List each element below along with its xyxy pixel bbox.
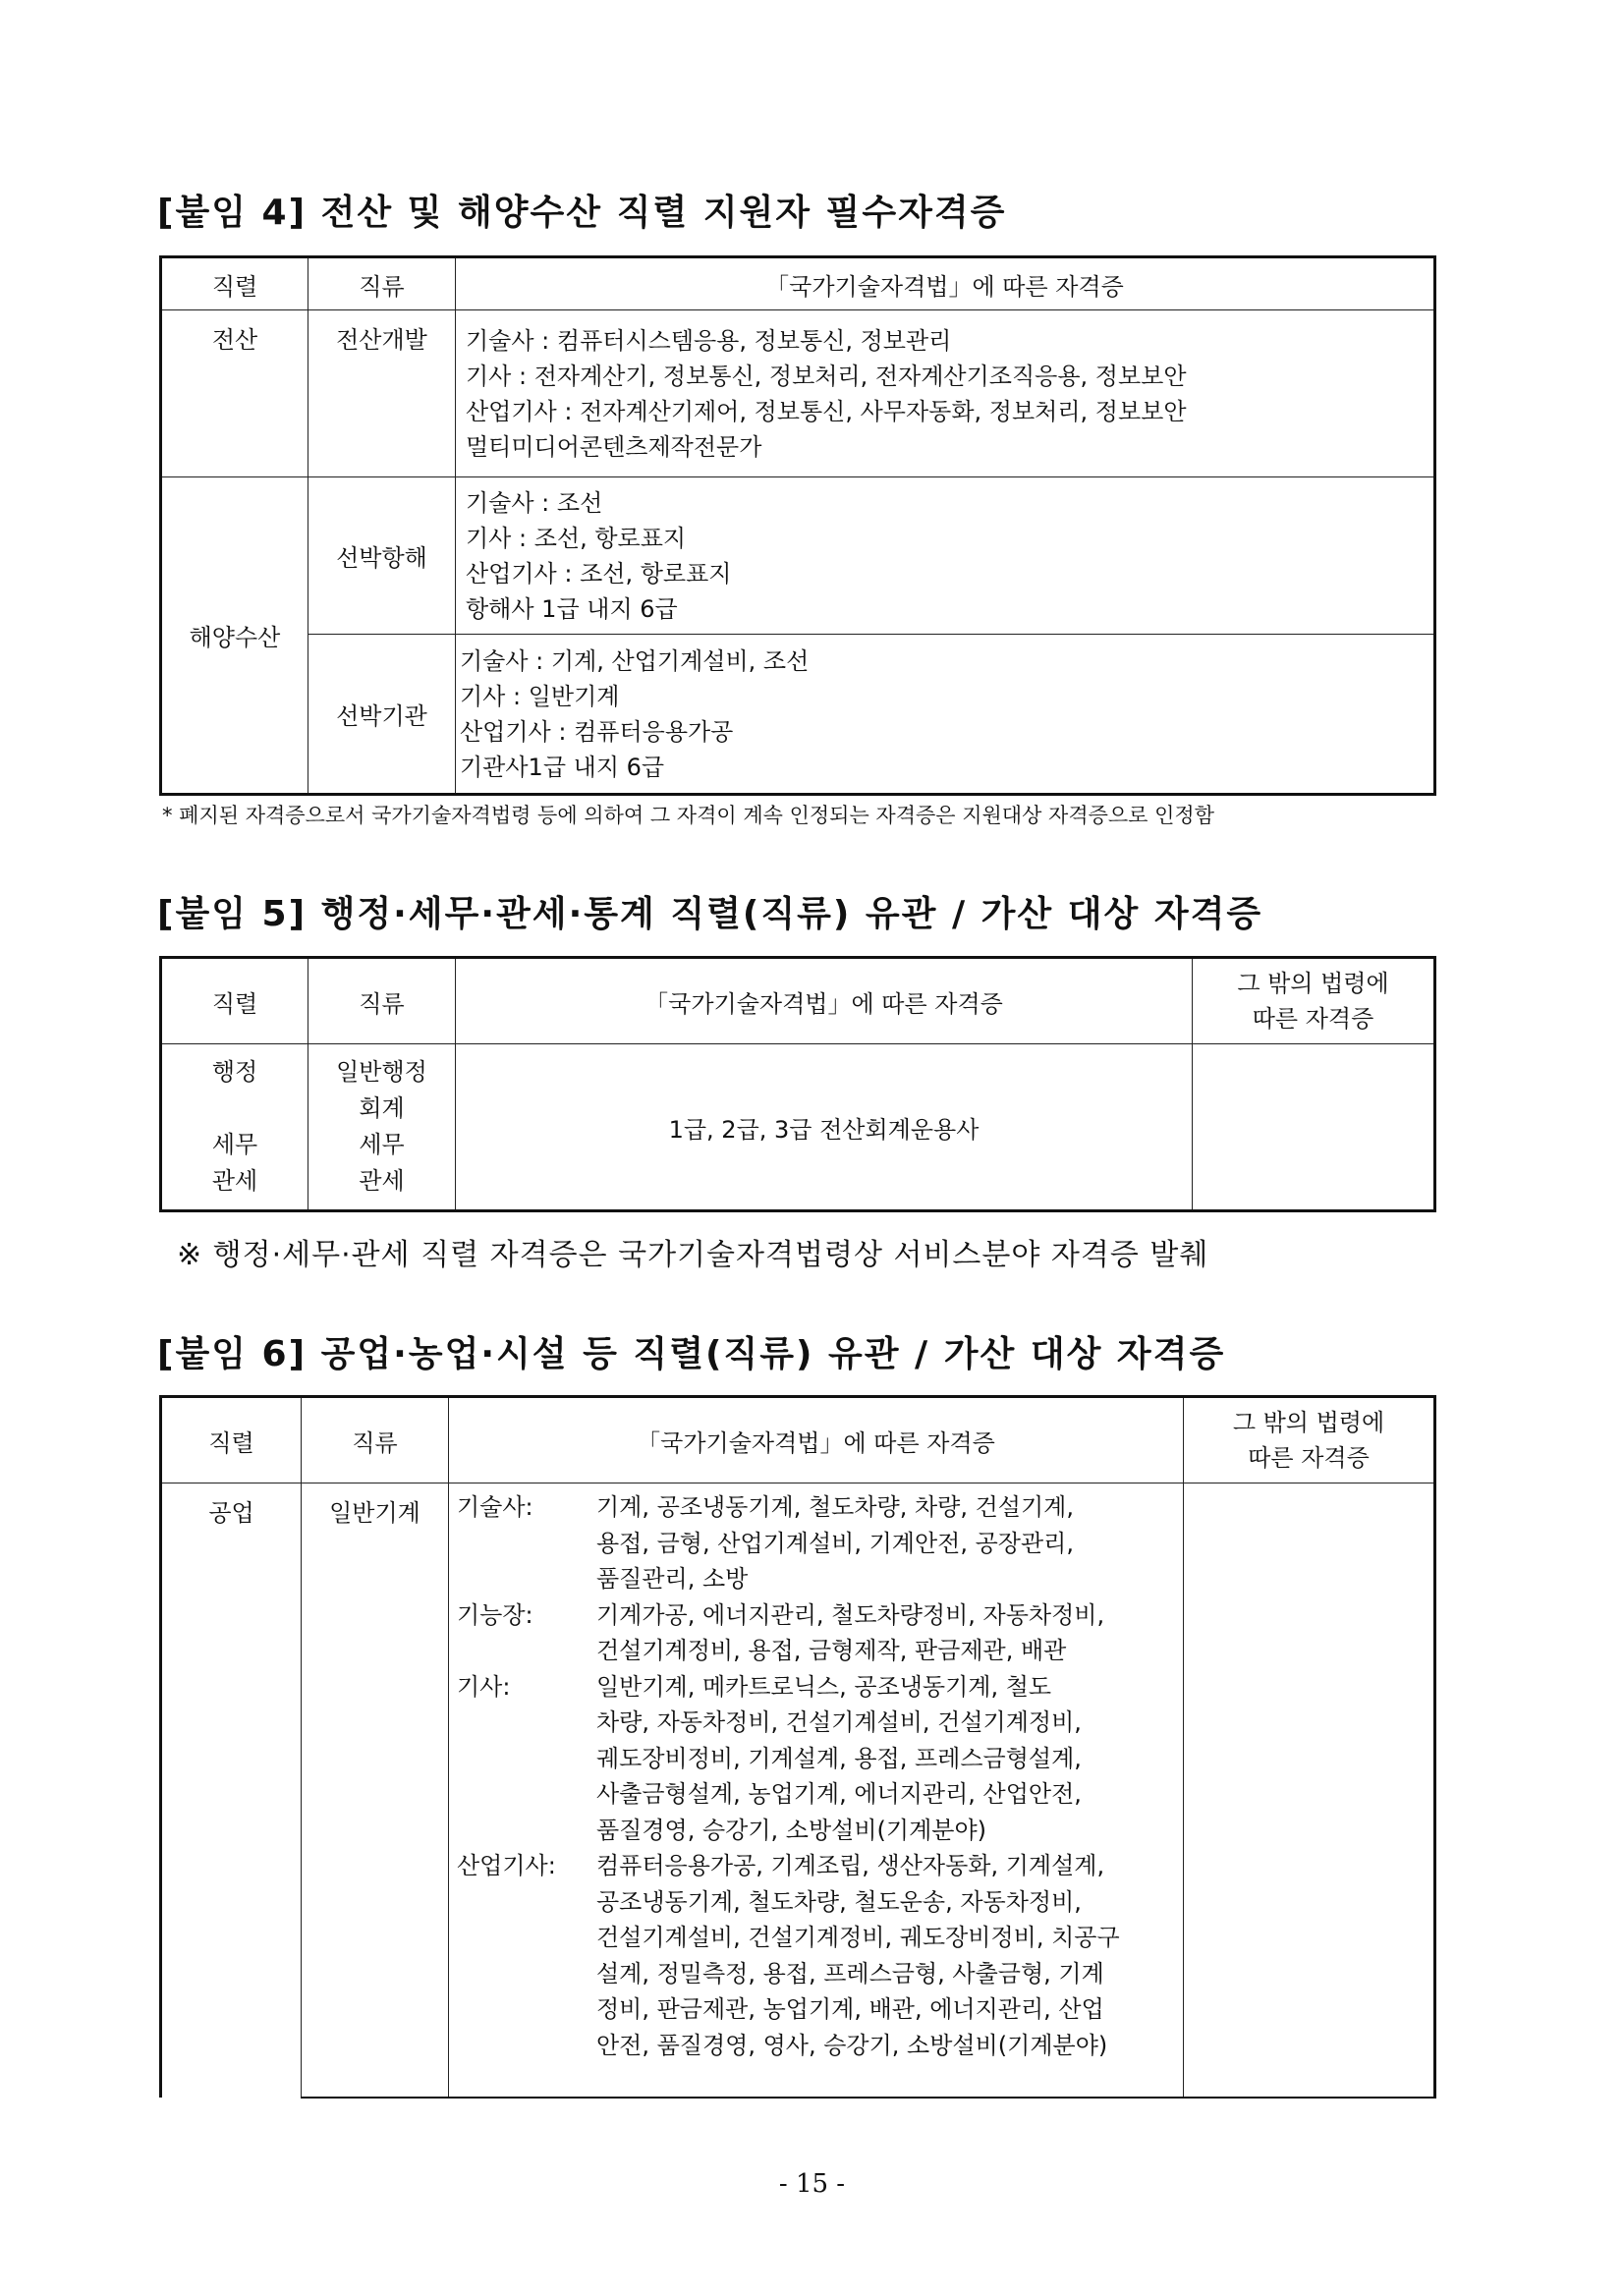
header-series: 직렬 (161, 1397, 302, 1483)
class-item: 세무 (359, 1131, 405, 1158)
section5-title: [붙임 5] 행정·세무·관세·통계 직렬(직류) 유관 / 가산 대상 자격증 (157, 894, 1263, 934)
class-item: 회계 (359, 1094, 405, 1122)
cert-label-professional: 기술사: (457, 1493, 533, 1521)
cert-label-master: 기능장: (457, 1600, 533, 1629)
section4-table (159, 255, 1436, 796)
cert-label-industrial-engineer: 산업기사: (457, 1852, 556, 1879)
class-engine: 선박기관 (308, 635, 456, 795)
cert-line: 차량, 자동차정비, 건설기계설비, 건설기계정비, (596, 1708, 1082, 1736)
cert-line: 산업기사 : 조선, 항로표지 (466, 559, 732, 588)
class-navigation: 선박항해 (308, 477, 456, 635)
header-other-law (1184, 1397, 1435, 1483)
cert-line: 사출금형설계, 농업기계, 에너지관리, 산업안전, (596, 1780, 1082, 1808)
other-law-cell (1193, 1044, 1435, 1211)
series-item: 관세 (211, 1167, 258, 1195)
cert-list-master (596, 1597, 1183, 1669)
header-certificate: 「국가기술자격법」에 따른 자격증 (456, 958, 1193, 1044)
series-item (162, 1091, 308, 1127)
header-certificate: 「국가기술자격법」에 따른 자격증 (456, 257, 1435, 310)
cert-cell-navigation (456, 477, 1435, 635)
cert-label-engineer: 기사: (457, 1672, 511, 1701)
class-general-machine: 일반기계 (302, 1483, 449, 2098)
section4-title: [붙임 4] 전산 및 해양수산 직렬 지원자 필수자격증 (157, 193, 1007, 233)
header-certificate: 「국가기술자격법」에 따른 자격증 (449, 1397, 1184, 1483)
series-jeonsan: 전산 (161, 310, 308, 477)
header-other-law-line1: 그 밖의 법령에 (1237, 970, 1389, 997)
header-series: 직렬 (161, 257, 308, 310)
cert-grid (449, 1489, 1183, 2063)
header-other-law-line1: 그 밖의 법령에 (1232, 1409, 1385, 1436)
class-jeonsan-dev: 전산개발 (308, 310, 456, 477)
cert-line: 일반기계, 메카트로닉스, 공조냉동기계, 철도 (596, 1672, 1052, 1701)
section6-title: [붙임 6] 공업·농업·시설 등 직렬(직류) 유관 / 가산 대상 자격증 (157, 1334, 1226, 1374)
header-class: 직류 (302, 1397, 449, 1483)
page-number: - 15 - (778, 2169, 846, 2199)
section4-footnote: * 폐지된 자격증으로서 국가기술자격법령 등에 의하여 그 자격이 계속 인정되는 자격증은 지원대상 자격증으로 인정함 (162, 804, 1215, 827)
cert-line: 용접, 금형, 산업기계설비, 기계안전, 공장관리, (596, 1529, 1074, 1557)
cert-line: 산업기사 : 전자계산기제어, 정보통신, 사무자동화, 정보처리, 정보보안 (466, 397, 1187, 425)
section6-table (159, 1395, 1436, 2099)
series-item: 세무 (211, 1131, 258, 1158)
header-series: 직렬 (161, 958, 308, 1044)
cert-line: 산업기사 : 컴퓨터응용가공 (460, 717, 734, 746)
cert-accounting: 1급, 2급, 3급 전산회계운용사 (456, 1044, 1193, 1211)
cert-line: 기술사 : 기계, 산업기계설비, 조선 (460, 646, 810, 675)
cert-line: 컴퓨터응용가공, 기계조립, 생산자동화, 기계설계, (596, 1852, 1105, 1879)
cert-cell-engine (456, 635, 1435, 795)
cert-line: 기사 : 조선, 항로표지 (466, 524, 687, 552)
cert-list-professional (596, 1489, 1183, 1597)
header-other-law-line2: 따른 자격증 (1248, 1444, 1370, 1472)
section5-table (159, 956, 1436, 1212)
cert-line: 기술사 : 조선 (466, 488, 603, 517)
cert-line: 기술사 : 컴퓨터시스템응용, 정보통신, 정보관리 (466, 326, 952, 355)
cert-list-industrial-engineer (596, 1848, 1183, 2063)
header-other-law (1193, 958, 1435, 1044)
cert-line: 항해사 1급 내지 6급 (466, 594, 678, 623)
cert-line: 안전, 품질경영, 영사, 승강기, 소방설비(기계분야) (596, 2031, 1108, 2059)
cert-line: 기사 : 전자계산기, 정보통신, 정보처리, 전자계산기조직응용, 정보보안 (466, 362, 1187, 390)
cert-line: 건설기계설비, 건설기계정비, 궤도장비정비, 치공구 (596, 1924, 1120, 1951)
header-class: 직류 (308, 958, 456, 1044)
cert-line: 품질경영, 승강기, 소방설비(기계분야) (596, 1816, 987, 1844)
section5-note: ※ 행정·세무·관세 직렬 자격증은 국가기술자격법령상 서비스분야 자격증 발췌 (177, 1238, 1209, 1272)
cert-line: 설계, 정밀측정, 용접, 프레스금형, 사출금형, 기계 (596, 1959, 1104, 1987)
other-law-cell (1184, 1483, 1435, 2098)
cert-cell-jeonsan (456, 310, 1435, 477)
cert-line: 기계, 공조냉동기계, 철도차량, 차량, 건설기계, (596, 1493, 1074, 1521)
series-marine: 해양수산 (161, 477, 308, 795)
class-list (308, 1044, 456, 1211)
cert-line: 정비, 판금제관, 농업기계, 배관, 에너지관리, 산업 (596, 1995, 1104, 2023)
cert-line: 기계가공, 에너지관리, 철도차량정비, 자동차정비, (596, 1600, 1105, 1629)
class-item: 일반행정 (336, 1058, 427, 1086)
cert-line: 멀티미디어콘텐츠제작전문가 (466, 432, 762, 461)
header-class: 직류 (308, 257, 456, 310)
cert-line: 기사 : 일반기계 (460, 682, 620, 710)
class-item: 관세 (359, 1167, 405, 1195)
cert-cell-machine (449, 1483, 1184, 2098)
series-list (161, 1044, 308, 1211)
header-other-law-line2: 따른 자격증 (1252, 1005, 1374, 1033)
cert-line: 건설기계정비, 용접, 금형제작, 판금제관, 배관 (596, 1637, 1067, 1664)
series-item: 행정 (211, 1058, 258, 1086)
cert-list-engineer (596, 1669, 1183, 1849)
series-industry: 공업 (161, 1483, 302, 2098)
cert-line: 품질관리, 소방 (596, 1565, 749, 1593)
cert-line: 기관사1급 내지 6급 (460, 753, 665, 781)
cert-line: 공조냉동기계, 철도차량, 철도운송, 자동차정비, (596, 1887, 1082, 1916)
cert-line: 궤도장비정비, 기계설계, 용접, 프레스금형설계, (596, 1744, 1082, 1772)
